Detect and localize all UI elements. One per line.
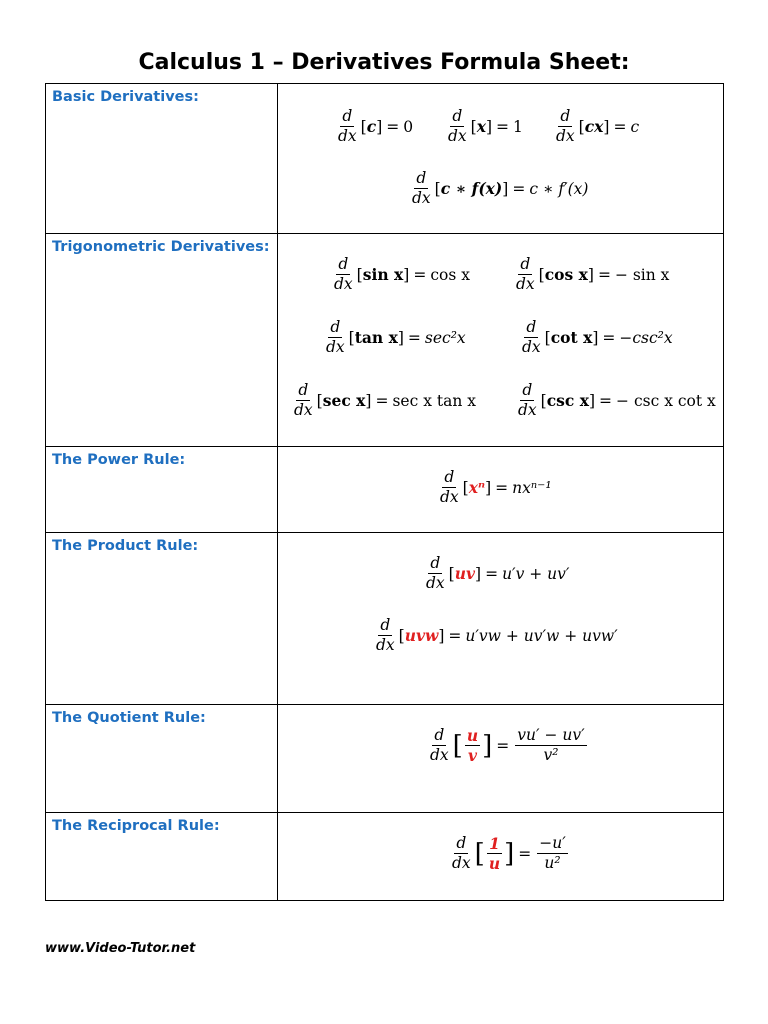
- formula-cell: [278, 84, 724, 234]
- formula-cell: [278, 533, 724, 705]
- formula-cell: [278, 234, 724, 447]
- section-label-cell: [46, 533, 278, 705]
- formula-const: $\frac{d}{dx}$ [ c ] = 0: [338, 107, 414, 146]
- section-label-cell: [46, 84, 278, 234]
- formula-sec: $\frac{d}{dx}$ [ sec x ] = sec x tan x: [294, 381, 476, 420]
- section-label-cell: [46, 813, 278, 901]
- formula-table: [45, 83, 724, 901]
- formula-power-rule: $\frac{d}{dx}$ [ xⁿ ] = nxⁿ⁻¹: [440, 468, 552, 507]
- table-row: [46, 447, 724, 533]
- section-label: The Reciprocal Rule:: [52, 818, 220, 834]
- table-row: [46, 813, 724, 901]
- table-row: [46, 84, 724, 234]
- formula-quotient-rule: $\frac{d}{dx}$ [ $\frac{u}{v}$ ] = $\frac{vu' - uv'}{\text{v²}}$: [430, 726, 585, 766]
- page-title: Calculus 1 – Derivatives Formula Sheet:: [138, 50, 630, 75]
- formula-cell: [278, 813, 724, 901]
- formula-cell: [278, 447, 724, 533]
- formula-cos: $\frac{d}{dx}$ [ cos x ] = − sin x: [516, 255, 670, 294]
- section-label-cell: [46, 705, 278, 813]
- formula-reciprocal-rule: $\frac{d}{dx}$ [ $\frac{1}{u}$ ] = $\frac{-u'}{\text{u²}}$: [452, 834, 566, 874]
- section-label: The Power Rule:: [52, 452, 186, 468]
- formula-x: $\frac{d}{dx}$ [ x ] = 1: [448, 107, 523, 146]
- formula-sin: $\frac{d}{dx}$ [ sin x ] = cos x: [334, 255, 470, 294]
- section-label: Trigonometric Derivatives:: [52, 239, 270, 255]
- formula-cot: $\frac{d}{dx}$ [ cot x ] = −csc²x: [522, 318, 673, 357]
- footer-website: www.Video-Tutor.net: [45, 941, 196, 956]
- section-label: The Quotient Rule:: [52, 710, 206, 726]
- formula-triple-product-rule: $\frac{d}{dx}$ [ uvw ] = u′vw + uv′w + uvw′: [376, 616, 618, 655]
- formula-cell: [278, 705, 724, 813]
- section-label-cell: [46, 234, 278, 447]
- table-row: [46, 705, 724, 813]
- section-label: Basic Derivatives:: [52, 89, 199, 105]
- formula-cx: $\frac{d}{dx}$ [ cx ] = c: [556, 107, 640, 146]
- formula-constant-multiple: $\frac{d}{dx}$ [ c ∗ f(x) ] = c ∗ f′(x): [412, 169, 589, 208]
- section-label: The Product Rule:: [52, 538, 199, 554]
- formula-tan: $\frac{d}{dx}$ [ tan x ] = sec²x: [326, 318, 466, 357]
- formula-csc: $\frac{d}{dx}$ [ csc x ] = − csc x cot x: [518, 381, 716, 420]
- table-row: [46, 234, 724, 447]
- section-label-cell: [46, 447, 278, 533]
- formula-product-rule: $\frac{d}{dx}$ [ uv ] = u′v + uv′: [426, 554, 570, 593]
- table-row: [46, 533, 724, 705]
